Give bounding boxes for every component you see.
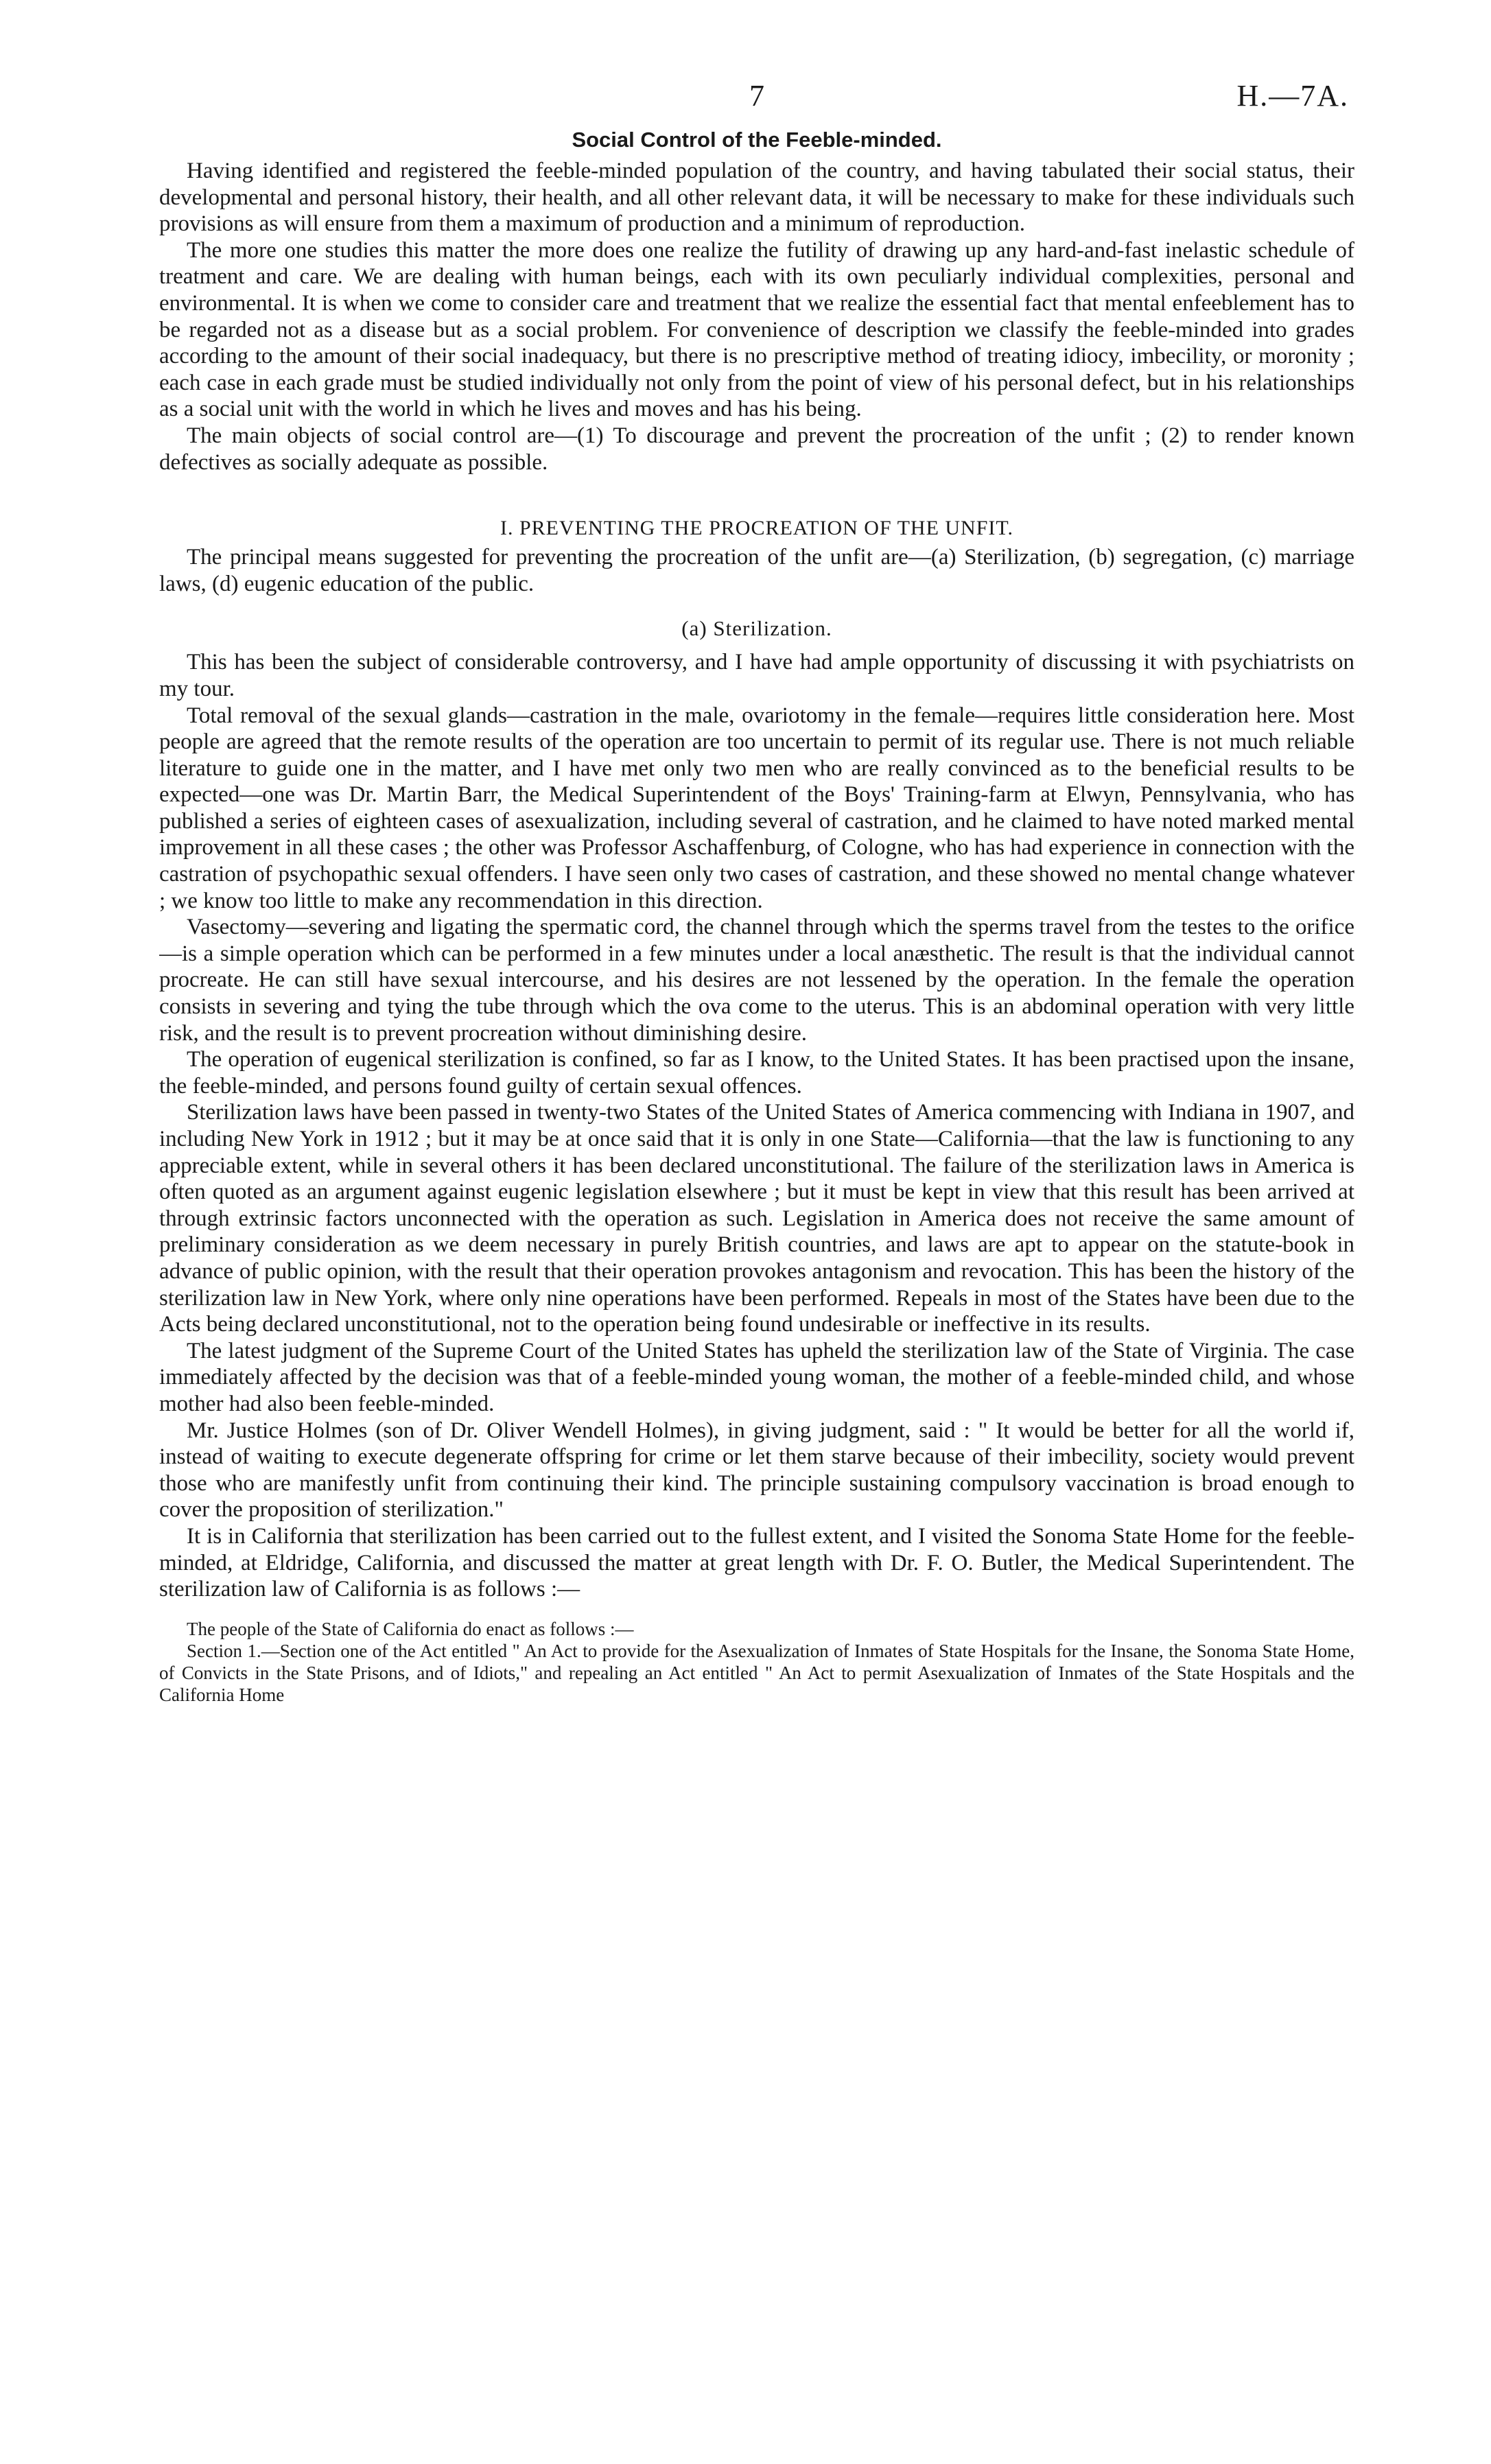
enacting-clause: The people of the State of California do enact as follows :—: [187, 1618, 634, 1639]
sterilization-paragraph-5: Sterilization laws have been passed in twenty-two States of the United States of America commencing with Indiana in 1907, and including New York in 1912 ; but it may be at once said that it is only in one State—California—that the law is functioning to any appreciable extent, while in several others it has been declared unconstitutional. The failure of the sterilization laws in America is often quoted as an argument against eugenic legislation elsewhere ; but it must be kept in view that this result has been arrived at through extrinsic factors unconnected with the operation as such. Legislation in America does not receive the same amount of preliminary consideration as we deem necessary in purely British countries, and laws are apt to appear on the statute-book in advance of public opinion, with the result that their operation provokes antagonism and revocation. This has been the history of the sterilization law in New York, where only nine operations have been performed. Repeals in most of the States have been due to the Acts being declared unconstitutional, not to the operation being found undesirable or ineffective in its results.: [159, 1100, 1354, 1337]
document-page: [159, 69, 1354, 2443]
sterilization-heading: (a) Sterilization.: [681, 616, 832, 641]
sterilization-paragraph-7: Mr. Justice Holmes (son of Dr. Oliver Wendell Holmes), in giving judgment, said : " It would be better for all the world if, instead of waiting to execute degenerate offspring for crime or let them starve because of their imbecility, society would prevent those who are manifestly unfit from continuing their kind. The principle sustaining compulsory vaccination is broad enough to cover the proposition of sterilization.": [159, 1418, 1354, 1523]
sterilization-paragraph-4: The operation of eugenical sterilization is confined, so far as I know, to the United States. It has been practised upon the insane, the feeble-minded, and persons found guilty of certain sexual offences.: [159, 1047, 1354, 1099]
document-reference: H.—7A.: [1236, 79, 1349, 113]
law-section-one: Section 1.—Section one of the Act entitled " An Act to provide for the Asexualization of Inmates of State Hospitals for the Insane, the Sonoma State Home, of Convicts in the State Prisons, and of Idiots," and repealing an Act entitled " An Act to permit Asexualization of Inmates of the State Hospitals and the California Home: [159, 1640, 1354, 1705]
part-one-intro: The principal means suggested for preventing the procreation of the unfit are—(a) Sterilization, (b) segregation, (c) marriage laws, (d) eugenic education of the public.: [159, 545, 1354, 596]
sterilization-paragraph-2: Total removal of the sexual glands—castration in the male, ovariotomy in the female—requires little consideration here. Most people are agreed that the remote results of the operation are too uncertain to permit of its regular use. There is not much reliable literature to guide one in the matter, and I have met only two men who are really convinced as to the beneficial results to be expected—one was Dr. Martin Barr, the Medical Superintendent of the Boys' Training-farm at Elwyn, Pennsylvania, who has published a series of eighteen cases of asexualization, including several of castration, and he claimed to have noted marked mental improvement in all these cases ; the other was Professor Aschaffenburg, of Cologne, who has had experience in connection with the castration of psychopathic sexual offenders. I have seen only two cases of castration, and these showed no mental change whatever ; we know too little to make any recommendation in this direction.: [159, 703, 1354, 913]
part-one-heading: I. PREVENTING THE PROCREATION OF THE UNFIT.: [500, 517, 1013, 540]
intro-paragraph-3: The main objects of social control are—(1) To discourage and prevent the procreation of the unfit ; (2) to render known defectives as socially adequate as possible.: [159, 423, 1354, 475]
sterilization-paragraph-1: This has been the subject of considerable controversy, and I have had ample opportunity of discussing it with psychiatrists on my tour.: [159, 650, 1354, 701]
page-header: [159, 69, 1354, 126]
intro-paragraph-2: The more one studies this matter the more does one realize the futility of drawing up any hard-and-fast inelastic schedule of treatment and care. We are dealing with human beings, each with its own peculiarly individual complexities, personal and environmental. It is when we come to consider care and treatment that we realize the essential fact that mental enfeeblement has to be regarded not as a disease but as a social problem. For convenience of description we classify the feeble-minded into grades according to the amount of their social inadequacy, but there is no prescriptive method of treating idiocy, imbecility, or moronity ; each case in each grade must be studied individually not only from the point of view of his personal defect, but in his relationships as a social unit with the world in which he lives and moves and has his being.: [159, 237, 1354, 422]
sterilization-paragraph-8: It is in California that sterilization has been carried out to the fullest extent, and I visited the Sonoma State Home for the feeble-minded, at Eldridge, California, and discussed the matter at great length with Dr. F. O. Butler, the Medical Superintendent. The sterilization law of California is as follows :—: [159, 1523, 1354, 1602]
page-number: 7: [749, 79, 764, 113]
intro-paragraph-1: Having identified and registered the feeble-minded population of the country, and having tabulated their social status, their developmental and personal history, their health, and all other relevant data, it will be necessary to make for these individuals such provisions as will ensure from them a maximum of production and a minimum of reproduction.: [159, 159, 1354, 237]
california-law-quote: [159, 1618, 1354, 1706]
sterilization-paragraph-3: Vasectomy—severing and ligating the spermatic cord, the channel through which the sperms travel from the testes to the orifice—is a simple operation which can be performed in a few minutes under a local anæsthetic. The result is that the individual cannot procreate. He can still have sexual intercourse, and his desires are not lessened by the operation. In the female the operation consists in severing and tying the tube through which the ova come to the uterus. This is an abdominal operation with very little risk, and the result is to prevent procreation without diminishing desire.: [159, 915, 1354, 1046]
section-title: Social Control of the Feeble-minded.: [572, 128, 942, 152]
sterilization-paragraph-6: The latest judgment of the Supreme Court of the United States has upheld the sterilization law of the State of Virginia. The case immediately affected by the decision was that of a feeble-minded young woman, the mother of a feeble-minded child, and whose mother had also been feeble-minded.: [159, 1338, 1354, 1416]
